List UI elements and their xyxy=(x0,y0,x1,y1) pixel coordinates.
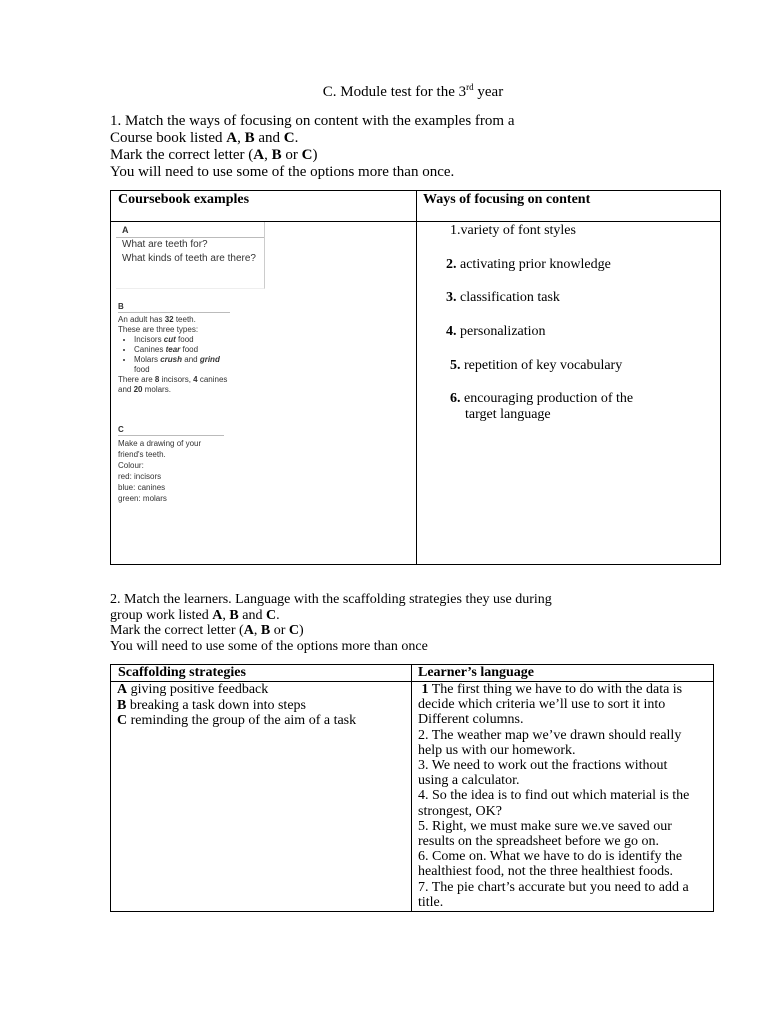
way-item-3: 3. classification task xyxy=(446,290,560,305)
language-line: help us with our homework. xyxy=(418,742,576,758)
col-header-coursebook-examples: Coursebook examples xyxy=(118,192,250,207)
language-line: strongest, OK? xyxy=(418,803,502,819)
language-line: 1 The first thing we have to do with the data is xyxy=(421,682,683,697)
col-header-scaffolding-strategies: Scaffolding strategies xyxy=(118,665,246,680)
q1-line-3: Mark the correct letter (A, B or C) xyxy=(110,147,318,163)
language-line: 5. Right, we must make sure we.ve saved our xyxy=(418,818,672,834)
q2-line-1: 2. Match the learners. Language with the scaffolding strategies they use during xyxy=(110,592,552,607)
language-line: title. xyxy=(418,894,444,910)
coursebook-example-a xyxy=(116,222,265,289)
example-a-label: A xyxy=(122,225,129,235)
divider xyxy=(118,435,224,436)
example-c-line-5: green: molars xyxy=(118,494,167,503)
coursebook-example-b xyxy=(118,302,230,395)
example-b-line-1: An adult has 32 teeth. xyxy=(118,315,196,324)
q1-line-1: 1. Match the ways of focusing on content with the examples from a xyxy=(110,113,515,129)
table-scaffolding-strategies xyxy=(110,664,714,912)
way-item-4: 4. personalization xyxy=(446,324,546,339)
col-header-learners-language: Learner’s language xyxy=(418,665,534,680)
example-c-line-2: Colour: xyxy=(118,461,144,470)
q1-line-2: Course book listed A, B and C. xyxy=(110,130,299,146)
strategies-list xyxy=(117,682,356,729)
strategy-item-b: B breaking a task down into steps xyxy=(117,697,306,713)
example-a-question-1: What are teeth for? xyxy=(122,239,208,250)
language-line: 7. The pie chart’s accurate but you need to add a xyxy=(418,879,689,895)
language-line: healthiest food, not the three healthiest foods. xyxy=(418,864,674,880)
strategy-item-c: C reminding the group of the aim of a task xyxy=(117,713,357,728)
page-title: C. Module test for the 3rd year xyxy=(322,82,504,100)
list-item: • Incisors cut food xyxy=(134,335,230,345)
q2-line-4: You will need to use some of the options more than once xyxy=(110,638,428,654)
divider xyxy=(118,312,230,313)
language-line: 2. The weather map we’ve drawn should really xyxy=(418,727,682,743)
language-line: 4. So the idea is to find out which material is the xyxy=(418,788,690,804)
example-b-line-3: There are 8 incisors, 4 canines and 20 molars. xyxy=(118,375,228,394)
way-item-5: 5. repetition of key vocabulary xyxy=(450,358,623,373)
q2-line-2: group work listed A, B and C. xyxy=(110,607,280,623)
example-a-question-2: What kinds of teeth are there? xyxy=(122,253,256,264)
language-line: 3. We need to work out the fractions without xyxy=(418,758,668,774)
example-c-line-4: blue: canines xyxy=(118,483,166,492)
question-1-instructions xyxy=(110,113,514,181)
example-c-line-3: red: incisors xyxy=(118,472,162,481)
table-divider xyxy=(416,191,417,564)
example-b-label: B xyxy=(118,302,124,311)
list-item: • Canines tear food xyxy=(134,345,230,355)
way-item-1: 1.variety of font styles xyxy=(450,223,576,238)
q2-line-3: Mark the correct letter (A, B or C) xyxy=(110,623,304,638)
example-b-line-2: These are three types: xyxy=(118,325,199,334)
language-line: Different columns. xyxy=(418,712,524,728)
language-line: decide which criteria we’ll use to sort it into xyxy=(418,697,666,713)
strategy-item-a: A giving positive feedback xyxy=(117,682,269,697)
question-2-instructions xyxy=(110,592,552,654)
example-c-label: C xyxy=(118,425,124,434)
col-header-ways-of-focusing: Ways of focusing on content xyxy=(423,192,591,207)
way-item-6: 6. encouraging production of the target language xyxy=(450,391,634,422)
q1-line-4: You will need to use some of the options more than once. xyxy=(110,164,455,180)
language-line: results on the spreadsheet before we go on. xyxy=(418,834,660,850)
language-line: 6. Come on. What we have to do is identify the xyxy=(418,849,683,865)
list-item: • Molars crush and grind food xyxy=(134,355,230,375)
learners-language-list xyxy=(418,682,710,910)
way-item-2: 2. activating prior knowledge xyxy=(446,257,611,272)
language-line: using a calculator. xyxy=(418,773,520,789)
divider xyxy=(116,237,264,238)
example-b-list xyxy=(118,335,230,375)
example-c-line-1: Make a drawing of your friend's teeth. xyxy=(118,439,202,459)
table-divider xyxy=(411,665,412,911)
coursebook-example-c xyxy=(118,425,224,504)
